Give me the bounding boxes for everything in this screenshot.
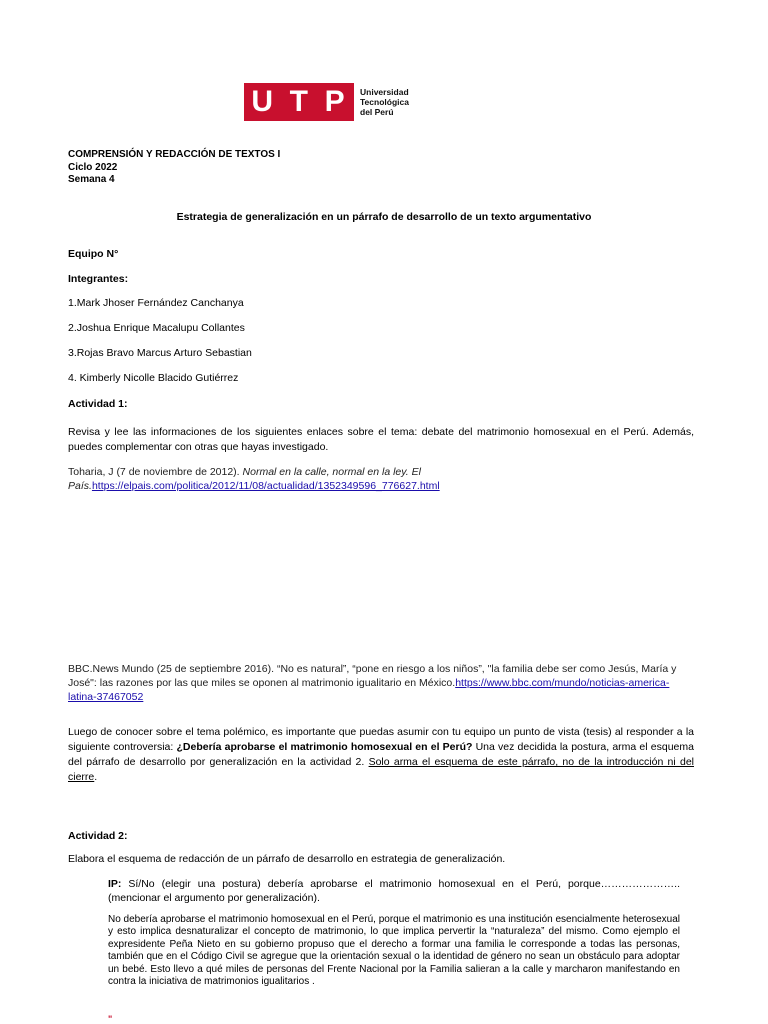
- answer-paragraph: No debería aprobarse el matrimonio homosexual en el Perú, porque el matrimonio es una institución esencialmente heterosexual y esto implica desnaturalizar el concepto de matrimonio, lo que implica pervertir la “naturaleza” del mismo. Como ejemplo el expresidente Peña Nieto en su gobierno propuso que el derecho a formar una familia le corresponde a todas las personas, también que en el Código Civil se agregue que la orientación sexual o la identidad de género no sean un obstáculo para adoptar un bebé. Esto llevo a qué miles de personas del Frente Nacional por la Familia salieran a la calle y marcharon manifestando en contra la iniciativa de matrimonios igualitarios .: [108, 914, 680, 988]
- reference-bbc: [68, 662, 694, 704]
- ip-text: Sí/No (elegir una postura) debería aprobarse el matrimonio homosexual en el Perú, porque………………….. (mencionar el argumento por generalización).: [108, 878, 680, 904]
- university-name-line: Tecnológica: [360, 97, 409, 107]
- logo-letter: P: [324, 85, 347, 118]
- member-item: 2.Joshua Enrique Macalupu Collantes: [68, 322, 245, 334]
- ip-label: IP:: [108, 878, 122, 890]
- ip-statement: [108, 877, 680, 905]
- reference-title: Normal en la calle, normal en la ley. El País.: [68, 466, 421, 492]
- utp-logo: [244, 83, 409, 121]
- logo-letter: U: [251, 85, 275, 118]
- reference-link[interactable]: https://elpais.com/politica/2012/11/08/actualidad/1352349596_776627.html: [91, 480, 440, 492]
- team-label: Equipo N°: [68, 248, 119, 260]
- controversy-question: ¿Debería aprobarse el matrimonio homosexual en el Perú?: [176, 741, 473, 753]
- university-name: [360, 87, 409, 117]
- trailing-mark: ": [108, 1014, 113, 1024]
- instructions-text: Una vez decidida la postura, arma el esquema del párrafo de desarrollo por generalización en la actividad 2.: [68, 741, 694, 768]
- member-item: 1.Mark Jhoser Fernández Canchanya: [68, 297, 244, 309]
- member-item: 3.Rojas Bravo Marcus Arturo Sebastian: [68, 347, 252, 359]
- reference-author: Toharia, J (7 de noviembre de 2012).: [68, 466, 243, 478]
- instructions-emphasis: Solo arma el esquema de este párrafo, no de la introducción ni del cierre: [68, 756, 694, 783]
- activity1-intro: Revisa y lee las informaciones de los siguientes enlaces sobre el tema: debate del matrimonio homosexual en el Perú. Además, puedes complementar con otras que hayas investigado.: [68, 426, 694, 453]
- reference-title: “No es natural”, “pone en riesgo a los niños”, "la familia debe ser como Jesús, María y José": las razones por las que miles se oponen al matrimonio igualitario en México.: [68, 663, 677, 689]
- logo-letter: T: [289, 85, 310, 118]
- members-label: Integrantes:: [68, 273, 129, 285]
- document-title: Estrategia de generalización en un párrafo de desarrollo de un texto argumentativo: [176, 211, 592, 223]
- reference-link[interactable]: https://www.bbc.com/mundo/noticias-america-latina-37467052: [68, 677, 670, 703]
- course-title: COMPRENSIÓN Y REDACCIÓN DE TEXTOS I: [68, 148, 281, 160]
- course-cycle: Ciclo 2022: [68, 160, 118, 173]
- course-week: Semana 4: [68, 173, 115, 185]
- instructions-text: .: [94, 771, 98, 783]
- activity1-instructions: [68, 725, 694, 785]
- reference-author: BBC.News Mundo (25 de septiembre 2016).: [68, 663, 277, 675]
- university-name-line: del Perú: [360, 107, 394, 117]
- activity2-intro: Elabora el esquema de redacción de un párrafo de desarrollo en estrategia de generalización.: [68, 853, 506, 865]
- instructions-text: Luego de conocer sobre el tema polémico, es importante que puedas asumir con tu equipo un punto de vista (tesis) al responder a la siguiente controversia:: [68, 726, 694, 753]
- activity2-heading: Actividad 2:: [68, 830, 128, 842]
- activity1-heading: Actividad 1:: [68, 398, 128, 410]
- utp-logo-mark: [244, 83, 354, 121]
- university-name-line: Universidad: [360, 87, 409, 97]
- member-item: 4. Kimberly Nicolle Blacido Gutiérrez: [68, 372, 239, 384]
- reference-elpais: [68, 465, 694, 493]
- course-header: [68, 148, 280, 186]
